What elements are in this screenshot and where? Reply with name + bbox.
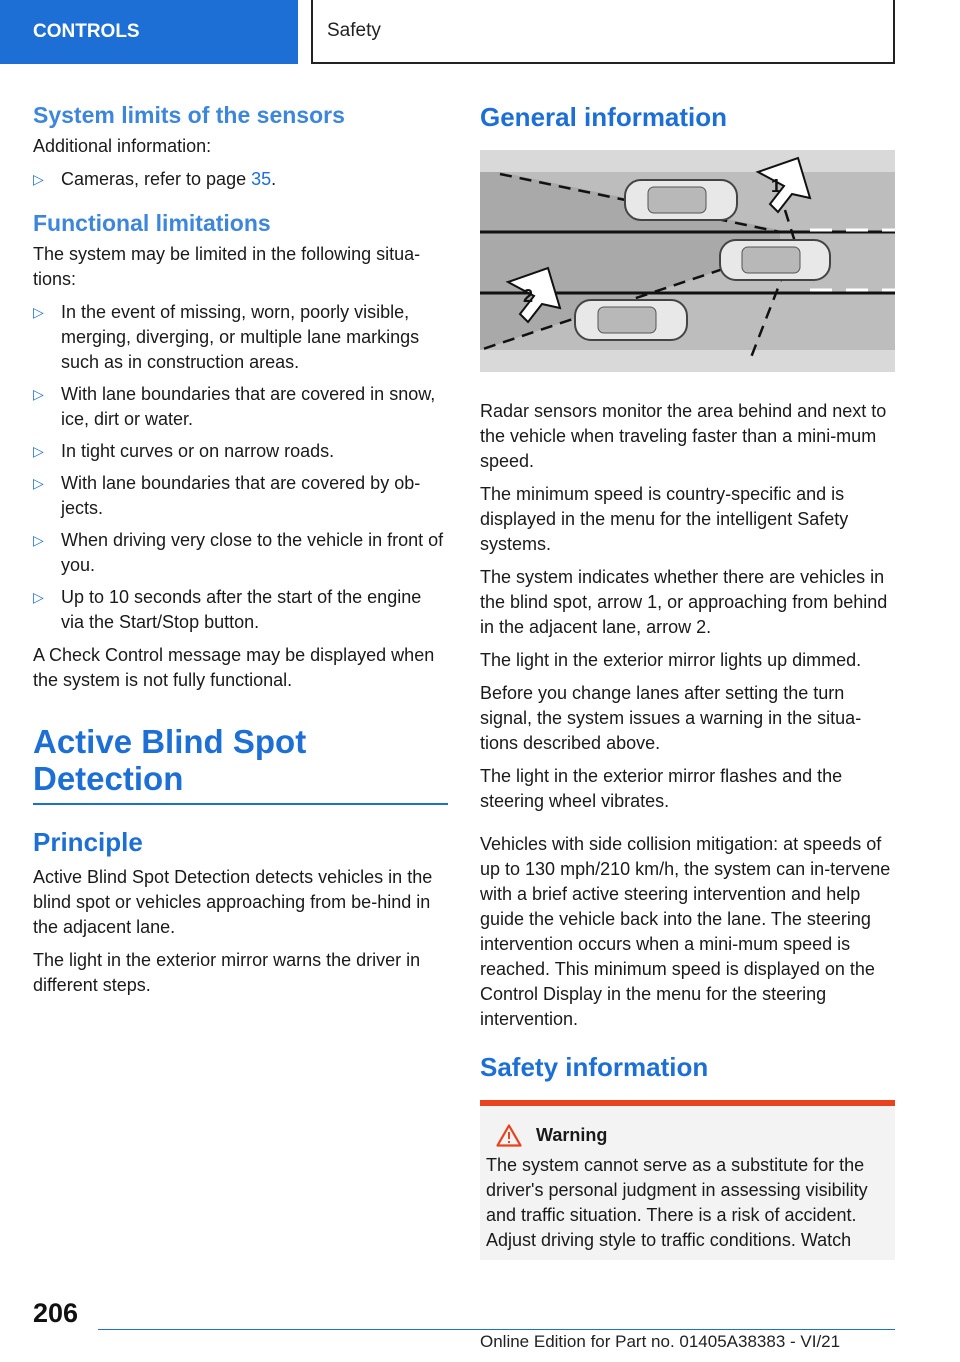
blind-spot-illustration xyxy=(480,150,895,372)
list-item-text: In the event of missing, worn, poorly visible, merging, diverging, or multiple lane markings such as in construction areas. xyxy=(61,302,420,372)
general-paragraph: The system indicates whether there are vehicles in the blind spot, arrow 1, or approaching from behind in the adjacent lane, arrow 2. xyxy=(480,567,888,637)
triangle-bullet-icon: ▷ xyxy=(33,443,44,459)
warning-box xyxy=(480,1100,895,1260)
warning-triangle-icon xyxy=(496,1124,522,1147)
car-icon xyxy=(720,240,830,280)
arrow-1-label: 1 xyxy=(771,176,782,196)
triangle-bullet-icon: ▷ xyxy=(33,171,44,187)
principle-paragraph-2: The light in the exterior mirror warns the driver in different steps. xyxy=(33,950,421,995)
functional-limitations-heading: Functional limitations xyxy=(33,210,271,236)
list-item-text: With lane boundaries that are covered by ob‐jects. xyxy=(61,473,421,518)
car-icon xyxy=(625,180,737,220)
list-item xyxy=(33,382,448,432)
collision-mitigation-paragraph: Vehicles with side collision mitigation: at speeds of up to 130 mph/210 km/h, the system can in‐tervene with a brief active steering intervention and help guide the vehicle back into the lane. The steering intervention occurs when a mini‐mum speed is reached. This minimum speed is displayed on the Control Display in the menu for the steering intervention. xyxy=(480,834,891,1029)
list-item xyxy=(33,528,448,578)
list-item-text: Up to 10 seconds after the start of the engine via the Start/Stop button. xyxy=(61,587,422,632)
header-chapter-label: Safety xyxy=(327,20,381,41)
warning-header xyxy=(496,1124,889,1147)
warning-label: Warning xyxy=(536,1125,608,1145)
safety-information-heading: Safety information xyxy=(480,1052,709,1082)
list-item-text: With lane boundaries that are covered in snow, ice, dirt or water. xyxy=(61,384,436,429)
general-paragraph: Before you change lanes after setting the turn signal, the system issues a warning in the situa‐tions described above. xyxy=(480,683,862,753)
limitations-list xyxy=(33,300,448,635)
triangle-bullet-icon: ▷ xyxy=(33,475,44,491)
header-section-label: CONTROLS xyxy=(33,21,140,42)
general-paragraph: The minimum speed is country-specific and is displayed in the menu for the intelligent Safety systems. xyxy=(480,484,849,554)
cameras-end: . xyxy=(271,169,277,189)
footer-divider xyxy=(98,1329,895,1330)
page-number: 206 xyxy=(33,1298,79,1328)
general-paragraph: The light in the exterior mirror lights up dimmed. xyxy=(480,650,862,670)
car-icon xyxy=(575,300,687,340)
list-item xyxy=(33,585,448,635)
triangle-bullet-icon: ▷ xyxy=(33,304,44,320)
additional-info-text: Additional information: xyxy=(33,136,212,156)
principle-paragraph-1: Active Blind Spot Detection detects vehicles in the blind spot or vehicles approaching from be‐hind in the adjacent lane. xyxy=(33,867,433,937)
triangle-bullet-icon: ▷ xyxy=(33,532,44,548)
right-column xyxy=(480,100,895,1260)
principle-heading: Principle xyxy=(33,827,143,857)
list-item-text: In tight curves or on narrow roads. xyxy=(61,441,335,461)
footer-edition: Online Edition for Part no. 01405A38383 - VI/21 xyxy=(480,1332,841,1351)
list-item xyxy=(33,471,448,521)
left-column xyxy=(33,100,448,1006)
main-title-line1: Active Blind Spot xyxy=(33,723,307,760)
list-item xyxy=(33,439,448,464)
triangle-bullet-icon: ▷ xyxy=(33,589,44,605)
cameras-text: Cameras, refer to page xyxy=(61,169,252,189)
list-item-text: When driving very close to the vehicle in front of you. xyxy=(61,530,444,575)
header-chapter-box xyxy=(311,0,895,64)
list-item xyxy=(33,300,448,375)
check-control-text: A Check Control message may be displayed when the system is not fully functional. xyxy=(33,645,435,690)
main-title-line2: Detection xyxy=(33,760,184,797)
triangle-bullet-icon: ▷ xyxy=(33,386,44,402)
page-link[interactable]: 35 xyxy=(251,169,272,189)
header-section-tab xyxy=(0,0,298,64)
additional-info-list xyxy=(33,167,448,192)
warning-text: The system cannot serve as a substitute for the driver's personal judgment in assessing visibility and traffic situation. There is a risk of accident. Adjust driving style to traffic conditions. Watch xyxy=(486,1155,868,1250)
system-limits-heading: System limits of the sensors xyxy=(33,102,345,128)
general-paragraph: The light in the exterior mirror flashes and the steering wheel vibrates. xyxy=(480,766,843,811)
general-paragraph: Radar sensors monitor the area behind and next to the vehicle when traveling faster than a mini‐mum speed. xyxy=(480,401,887,471)
functional-intro-text: The system may be limited in the following situa‐tions: xyxy=(33,244,421,289)
list-item xyxy=(33,167,448,192)
main-title-block xyxy=(33,723,448,805)
general-information-heading: General information xyxy=(480,102,728,132)
arrow-2-label: 2 xyxy=(523,286,534,306)
